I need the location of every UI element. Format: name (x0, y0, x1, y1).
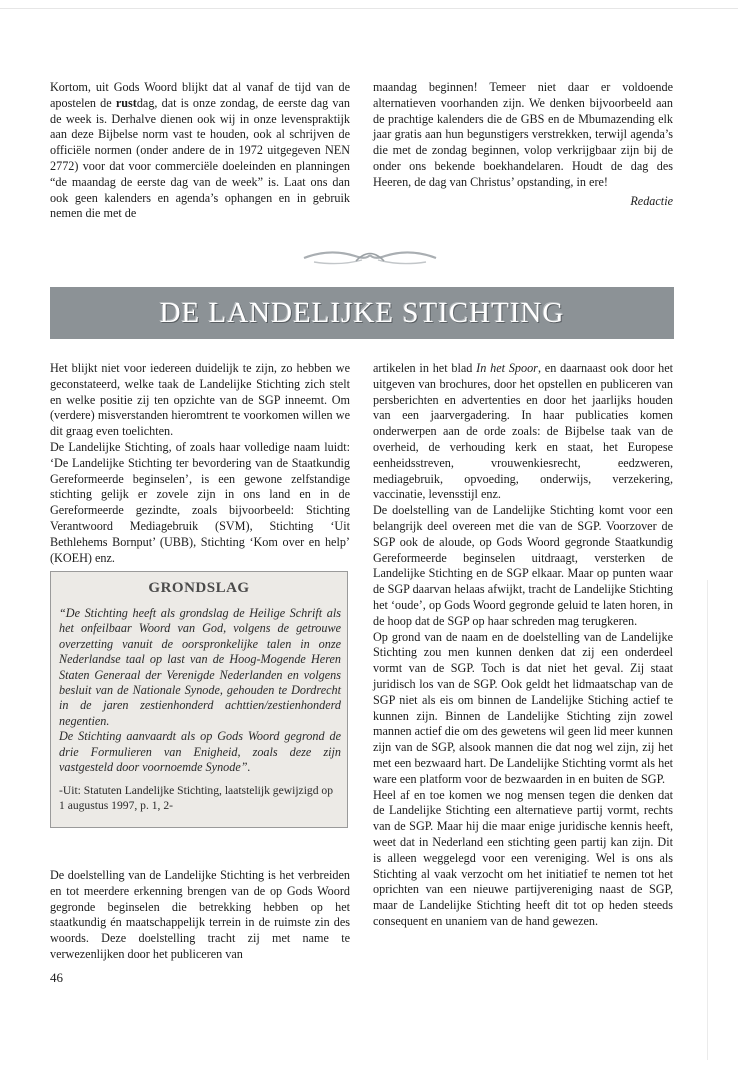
section-title: DE LANDELIJKE STICHTING (159, 296, 565, 329)
intro-right-paragraph: maandag beginnen! Temeer niet daar er voldoende alternatieven voorhanden zijn. We denken bijvoorbeeld aan de prachtige kalenders die de GBS en de Mbumazending elk jaar gratis aan hun begunstigers verstrekken, terwijl agenda’s die met de zondag beginnen, volop verkrijgbaar zijn bij de onder ons bekende boekhandelaren. Houdt de dag des Heeren, de dag van Christus’ opstanding, in ere! (373, 80, 673, 189)
grondslag-quote-part: De Stichting aanvaardt als op Gods Woord gegrond de drie Formulieren van Enigheid, zoals deze zijn vastgesteld door voornoemde Synode”. (59, 729, 341, 775)
page-edge-line (0, 8, 738, 9)
body-paragraph: De doelstelling van de Landelijke Stichting komt voor een belangrijk deel overeen met die van de SGP. Voorzover de SGP ook de aloude, op Gods Woord gegronde Staatkundig Gereformeerde beginselen uitdraagt, versterken de Landelijke Stichting en de SGP elkaar. Maar op punten waar de SGP daarvan helaas afwijkt, tracht de Landelijke Stichting het ‘oude’, op Gods Woord gegronde geluid te laten horen, in de hoop dat de SGP op haar schreden mag terugkeren. (373, 503, 673, 628)
body-left-column (50, 361, 350, 566)
body-paragraph: De Landelijke Stichting, of zoals haar volledige naam luidt: ‘De Landelijke Stichting ter bevordering van de Staatkundig Gereformeerde beginselen’, is een gewone zelfstandige stichting gelijk er zovele zijn in ons land en in de Gereformeerde gezindte, zoals bijvoorbeeld: Stichting Verantwoord Mediagebruik (SVM), Stichting ‘Uit Bethlehems Bornput’ (UBB), Stichting ‘Kom over en help’ (KOEH) enz. (50, 439, 350, 565)
editorial-signature: Redactie (630, 193, 673, 208)
page-edge-line-right (707, 580, 708, 1060)
body-paragraph: Heel af en toe komen we nog mensen tegen die denken dat de Landelijke Stichting een alternatieve partij vormt, rechts van de SGP. Maar hij die maar enige juridische kennis heeft, weet dat in Nederland een stichting geen partij kan zijn. Dit is alleen weggelegd voor een vereniging. Wel is ons als Stichting al vaak verzocht om het initiatief te nemen tot het oprichten van een nieuwe partijvereniging naast de SGP, maar de Landelijke Stichting heeft dit tot op heden steeds consequent en unaniem van de hand gewezen. (373, 787, 673, 928)
body-text: , en daarnaast ook door het uitgeven van brochures, door het opstellen en publiceren van persberichten en advertenties en door het jaarlijks houden van een jaarvergadering. In haar publicaties komen onderwerpen aan de orde zoals: de Bijbelse taak van de overheid, de verhouding kerk en staat, het Europese eenheidsstreven, vrouwenkiesrecht, eedzweren, mediagebruik, opvoeding, onderwijs, verzekering, vaccinatie, levensstijl enz. (373, 361, 673, 502)
intro-left-column (50, 80, 350, 222)
section-banner (50, 287, 674, 339)
intro-left-bold: rust (115, 95, 137, 110)
body-paragraph: De doelstelling van de Landelijke Stichting is het verbreiden en tot meerdere erkenning brengen van de op Gods Woord gegronde beginselen die betrekking hebben op het staatkundig én maatschappelijk terrein in de ruimste zin des woords. Deze doelstelling tracht zij met name te verwezenlijken door het publiceren van (50, 868, 350, 961)
grondslag-quote (59, 606, 341, 775)
intro-right-column (373, 80, 673, 209)
grondslag-box (50, 571, 348, 828)
body-paragraph: Het blijkt niet voor iedereen duidelijk te zijn, zo hebben we geconstateerd, welke taak de Landelijke Stichting zich stelt en welke positie zij ten opzichte van de SGP inneemt. Om (verdere) misverstanden hieromtrent te voorkomen willen we dit graag even toelichten. (50, 361, 350, 439)
page-number: 46 (50, 970, 63, 985)
magazine-title: In het Spoor (476, 361, 538, 375)
body-text: artikelen in het blad (373, 361, 477, 375)
grondslag-quote-part: “De Stichting heeft als grondslag de Heilige Schrift als het onfeilbaar Woord van God, volgens de getrouwe overzetting vanuit de oorspronkelijke talen in onze Nederlandse taal op last van de Hoog-Mogende Heren Staten Generaal der Verenigde Nederlanden en volgens besluit van de Nationale Synode, gehouden te Dordrecht in de jaren zestienhonderd achttien/zestienhonderd negentien. (59, 606, 341, 728)
body-right-column (373, 361, 673, 930)
decorative-flourish-icon (300, 242, 440, 270)
body-paragraph (373, 361, 673, 503)
intro-left-text: Kortom, uit Gods Woord blijkt dat al vanaf de tijd van de apostelen de (50, 80, 350, 110)
intro-left-paragraph (50, 80, 350, 222)
grondslag-source: -Uit: Statuten Landelijke Stichting, laatstelijk gewijzigd op 1 augustus 1997, p. 1, 2- (59, 784, 334, 812)
grondslag-title: GRONDSLAG (148, 580, 250, 596)
intro-left-text-end: dag, dat is onze zondag, de eerste dag van de week is. Derhalve dienen ook wij in onze levenspraktijk aan deze Bijbelse norm vast te houden, ook al schrijven de officiële normen (onder andere de in 1972 uitgegeven NEN 2772) voor dat voor commerciële doeleinden en planningen “de maandag de eerste dag van de week” is. Laat ons dan ook geen kalenders en agenda’s ophangen en in gebruik nemen die met de (50, 95, 350, 221)
body-paragraph: Op grond van de naam en de doelstelling van de Landelijke Stichting zou men kunnen denken dat zij een onderdeel vormt van de SGP. Toch is dat niet het geval. Zij staat juridisch los van de SGP. Ook geldt het lidmaatschap van de SGP niet als eis om binnen de Landelijke Stiching actief te kunnen zijn. Binnen de Landelijke Stichting zijn zowel mannen actief die om des gewetens wil geen lid meer kunnen zijn van de SGP, alsook mannen die dat nog wel zijn, zij het met een bezwaard hart. De Landelijke Stichting vormt als het ware een platform voor de bezwaarden in en buiten de SGP. (373, 629, 673, 786)
body-left-column-bottom (50, 868, 350, 963)
